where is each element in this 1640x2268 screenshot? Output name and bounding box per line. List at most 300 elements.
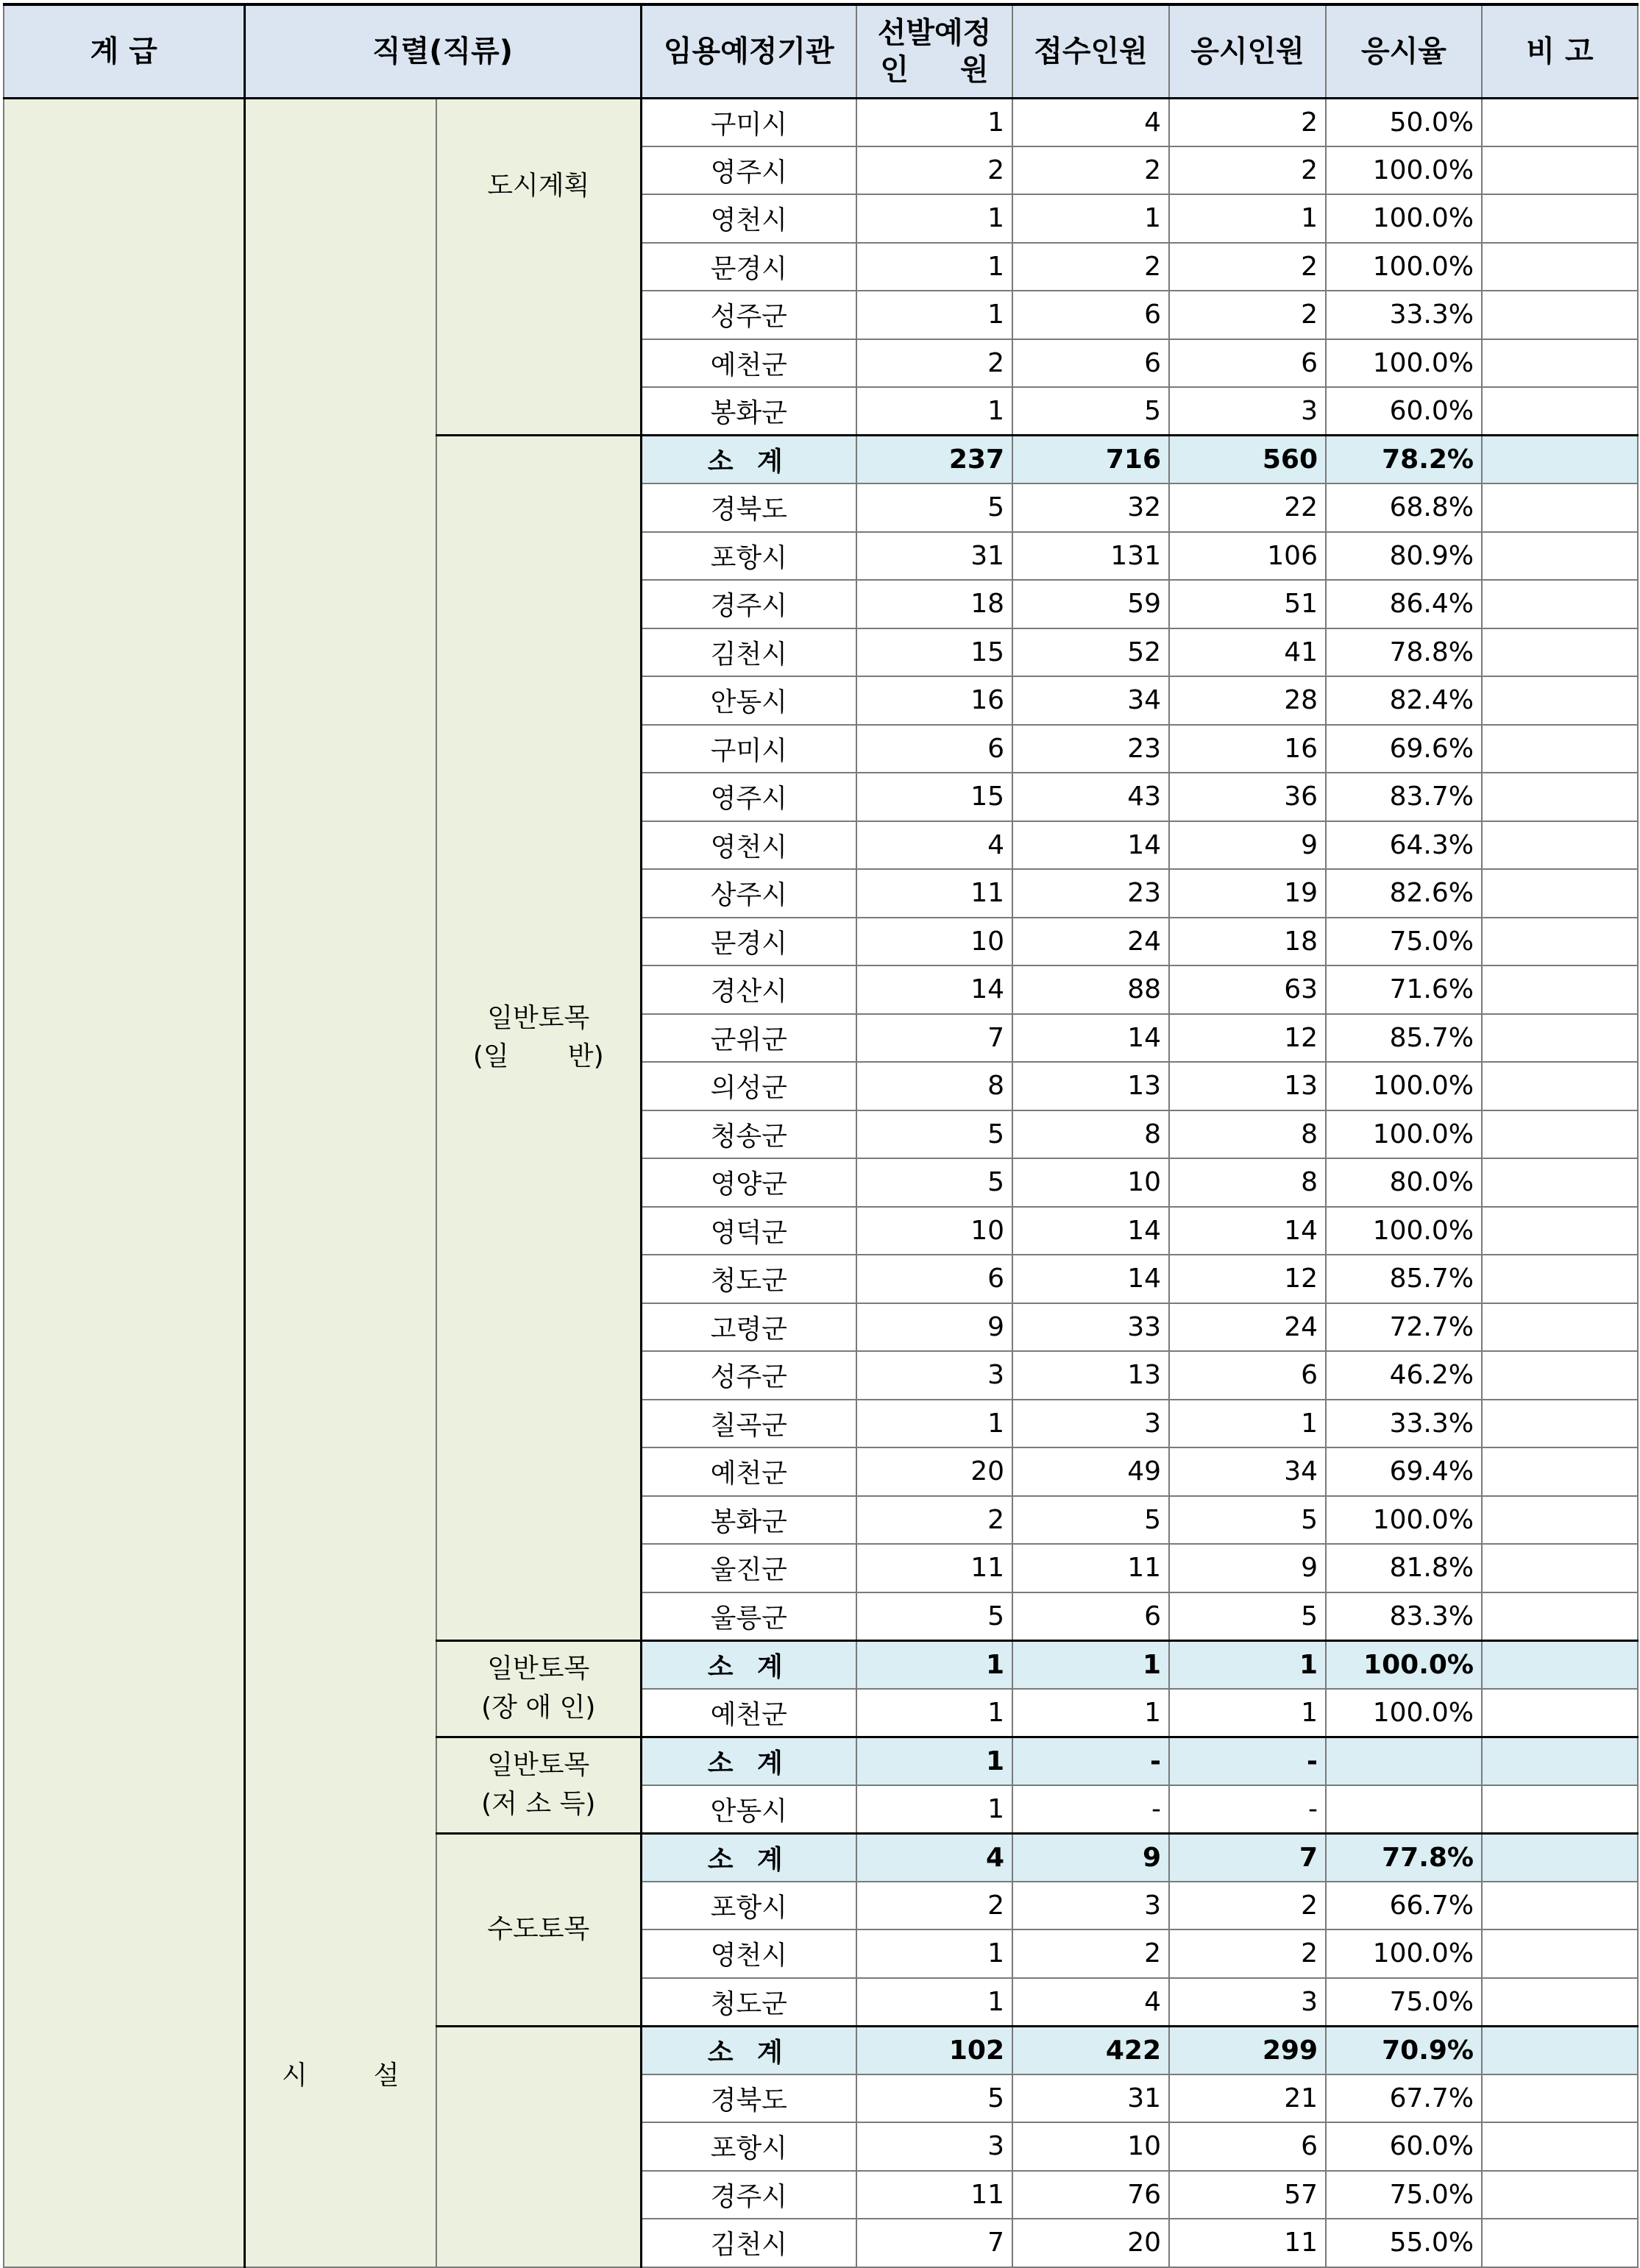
planned-cell: 3 <box>856 1351 1012 1400</box>
applied-cell: 13 <box>1012 1062 1169 1110</box>
rate-cell: 50.0% <box>1326 98 1482 146</box>
rate-cell: 82.4% <box>1326 676 1482 725</box>
note-cell <box>1482 628 1638 677</box>
note-cell <box>1482 1689 1638 1737</box>
planned-cell: 1 <box>856 98 1012 146</box>
rate-cell: 67.7% <box>1326 2074 1482 2123</box>
org-cell: 울진군 <box>641 1544 856 1592</box>
planned-cell: 11 <box>856 1544 1012 1592</box>
note-cell <box>1482 387 1638 436</box>
org-cell: 영양군 <box>641 1158 856 1207</box>
applied-cell: 31 <box>1012 2074 1169 2123</box>
org-cell: 성주군 <box>641 1351 856 1400</box>
applied-cell: 76 <box>1012 2171 1169 2219</box>
subseries-name: 일반토목 <box>487 1654 590 1684</box>
planned-cell: 2 <box>856 146 1012 195</box>
attended-cell: 1 <box>1169 1689 1326 1737</box>
org-cell: 봉화군 <box>641 387 856 436</box>
attended-cell: 106 <box>1169 532 1326 581</box>
applied-cell: 4 <box>1012 1978 1169 2027</box>
rate-cell: 66.7% <box>1326 1882 1482 1930</box>
note-cell <box>1482 1255 1638 1303</box>
rate-cell: 71.6% <box>1326 965 1482 1014</box>
rate-cell: 100.0% <box>1326 1929 1482 1978</box>
note-cell <box>1482 532 1638 581</box>
attended-cell: 9 <box>1169 1544 1326 1592</box>
note-cell <box>1482 1592 1638 1641</box>
rate-cell: 33.3% <box>1326 1400 1482 1448</box>
attended-cell: 21 <box>1169 2074 1326 2123</box>
header-planned-line2 <box>857 52 1012 88</box>
attended-cell: 2 <box>1169 243 1326 291</box>
applied-cell: - <box>1012 1785 1169 1834</box>
attended-cell: 5 <box>1169 1496 1326 1545</box>
org-cell: 영천시 <box>641 821 856 870</box>
org-cell: 안동시 <box>641 676 856 725</box>
applied-cell: 131 <box>1012 532 1169 581</box>
attended-cell: 18 <box>1169 918 1326 966</box>
applied-cell: 2 <box>1012 243 1169 291</box>
note-cell <box>1482 291 1638 339</box>
planned-cell: 10 <box>856 1207 1012 1255</box>
org-cell: 청도군 <box>641 1255 856 1303</box>
attended-cell: 1 <box>1169 1640 1326 1689</box>
rate-cell: 70.9% <box>1326 2026 1482 2074</box>
applied-cell: 6 <box>1012 1592 1169 1641</box>
rate-cell <box>1326 1737 1482 1785</box>
note-cell <box>1482 339 1638 388</box>
series-cell <box>244 98 436 2267</box>
rate-cell: 81.8% <box>1326 1544 1482 1592</box>
org-cell: 예천군 <box>641 1447 856 1496</box>
applied-cell: 5 <box>1012 387 1169 436</box>
rate-cell: 85.7% <box>1326 1255 1482 1303</box>
attended-cell: 22 <box>1169 483 1326 532</box>
org-cell: 김천시 <box>641 628 856 677</box>
org-cell: 경산시 <box>641 965 856 1014</box>
note-cell <box>1482 2219 1638 2267</box>
attended-cell: - <box>1169 1737 1326 1785</box>
org-cell: 소 계 <box>641 1737 856 1785</box>
note-cell <box>1482 194 1638 243</box>
org-cell: 칠곡군 <box>641 1400 856 1448</box>
rate-cell: 75.0% <box>1326 918 1482 966</box>
planned-cell: 15 <box>856 628 1012 677</box>
series-label <box>246 2057 436 2095</box>
note-cell <box>1482 773 1638 821</box>
rate-cell: 100.0% <box>1326 1062 1482 1110</box>
planned-cell: 31 <box>856 532 1012 581</box>
planned-cell: 3 <box>856 2122 1012 2171</box>
note-cell <box>1482 1207 1638 1255</box>
planned-cell: 102 <box>856 2026 1012 2074</box>
attended-cell: 2 <box>1169 98 1326 146</box>
attended-cell: 9 <box>1169 821 1326 870</box>
rate-cell: 64.3% <box>1326 821 1482 870</box>
applied-cell: 52 <box>1012 628 1169 677</box>
attended-cell: 6 <box>1169 2122 1326 2171</box>
note-cell <box>1482 1110 1638 1159</box>
rate-cell: 100.0% <box>1326 1110 1482 1159</box>
note-cell <box>1482 2171 1638 2219</box>
note-cell <box>1482 1062 1638 1110</box>
applied-cell: 32 <box>1012 483 1169 532</box>
org-cell: 소 계 <box>641 436 856 484</box>
header-note: 비 고 <box>1482 4 1638 98</box>
rate-cell <box>1326 1785 1482 1834</box>
rate-cell: 100.0% <box>1326 1640 1482 1689</box>
attended-cell: 57 <box>1169 2171 1326 2219</box>
header-planned-line2-a: 인 <box>880 52 909 87</box>
rate-cell: 100.0% <box>1326 146 1482 195</box>
note-cell <box>1482 146 1638 195</box>
rate-cell: 72.7% <box>1326 1303 1482 1352</box>
org-cell: 포항시 <box>641 532 856 581</box>
planned-cell: 1 <box>856 194 1012 243</box>
attended-cell: 1 <box>1169 194 1326 243</box>
table-row <box>4 98 1638 146</box>
header-series: 직렬(직류) <box>244 4 641 98</box>
rate-cell: 100.0% <box>1326 1207 1482 1255</box>
org-cell: 경북도 <box>641 483 856 532</box>
attended-cell: 5 <box>1169 1592 1326 1641</box>
attended-cell: 19 <box>1169 869 1326 918</box>
planned-cell: 4 <box>856 1833 1012 1882</box>
attended-cell: 14 <box>1169 1207 1326 1255</box>
org-cell: 포항시 <box>641 1882 856 1930</box>
planned-cell: 2 <box>856 339 1012 388</box>
subseries-name: 일반토목 <box>487 1750 590 1781</box>
planned-cell: 16 <box>856 676 1012 725</box>
planned-cell: 7 <box>856 1014 1012 1063</box>
note-cell <box>1482 725 1638 773</box>
attended-cell: 63 <box>1169 965 1326 1014</box>
subseries-qualifier: (일 반) <box>472 1041 604 1072</box>
note-cell <box>1482 676 1638 725</box>
note-cell <box>1482 1496 1638 1545</box>
planned-cell: 1 <box>856 1689 1012 1737</box>
rate-cell: 78.2% <box>1326 436 1482 484</box>
org-cell: 영덕군 <box>641 1207 856 1255</box>
applied-cell: 2 <box>1012 1929 1169 1978</box>
table-body <box>4 98 1638 2267</box>
rate-cell: 85.7% <box>1326 1014 1482 1063</box>
attended-cell: 51 <box>1169 580 1326 628</box>
org-cell: 구미시 <box>641 98 856 146</box>
note-cell <box>1482 1351 1638 1400</box>
planned-cell: 5 <box>856 1110 1012 1159</box>
note-cell <box>1482 1882 1638 1930</box>
planned-cell: 9 <box>856 1303 1012 1352</box>
rate-cell: 46.2% <box>1326 1351 1482 1400</box>
applied-cell: 2 <box>1012 146 1169 195</box>
org-cell: 봉화군 <box>641 1496 856 1545</box>
org-cell: 군위군 <box>641 1014 856 1063</box>
attended-cell: 6 <box>1169 1351 1326 1400</box>
attended-cell: 299 <box>1169 2026 1326 2074</box>
planned-cell: 18 <box>856 580 1012 628</box>
planned-cell: 2 <box>856 1882 1012 1930</box>
subseries-name: 도시계획 <box>487 170 590 201</box>
note-cell <box>1482 2122 1638 2171</box>
planned-cell: 1 <box>856 291 1012 339</box>
rate-cell: 100.0% <box>1326 243 1482 291</box>
planned-cell: 7 <box>856 2219 1012 2267</box>
note-cell <box>1482 821 1638 870</box>
rate-cell: 77.8% <box>1326 1833 1482 1882</box>
header-planned-line2-b: 원 <box>960 52 989 87</box>
rate-cell: 80.9% <box>1326 532 1482 581</box>
org-cell: 청도군 <box>641 1978 856 2027</box>
note-cell <box>1482 965 1638 1014</box>
applied-cell: 3 <box>1012 1400 1169 1448</box>
applied-cell: 8 <box>1012 1110 1169 1159</box>
org-cell: 문경시 <box>641 918 856 966</box>
subseries-name: 일반토목 <box>487 1003 590 1034</box>
org-cell: 영천시 <box>641 194 856 243</box>
applied-cell: 1 <box>1012 1689 1169 1737</box>
org-cell: 구미시 <box>641 725 856 773</box>
rate-cell: 100.0% <box>1326 1496 1482 1545</box>
note-cell <box>1482 918 1638 966</box>
org-cell: 문경시 <box>641 243 856 291</box>
note-cell <box>1482 1014 1638 1063</box>
applied-cell: 6 <box>1012 339 1169 388</box>
planned-cell: 1 <box>856 1400 1012 1448</box>
planned-cell: 20 <box>856 1447 1012 1496</box>
applied-cell: 88 <box>1012 965 1169 1014</box>
series-label-b: 설 <box>373 2060 400 2091</box>
rate-cell: 33.3% <box>1326 291 1482 339</box>
attended-cell: - <box>1169 1785 1326 1834</box>
org-cell: 영주시 <box>641 146 856 195</box>
note-cell <box>1482 1158 1638 1207</box>
attended-cell: 8 <box>1169 1110 1326 1159</box>
rate-cell: 82.6% <box>1326 869 1482 918</box>
applicant-table <box>3 3 1639 2268</box>
attended-cell: 34 <box>1169 1447 1326 1496</box>
attended-cell: 560 <box>1169 436 1326 484</box>
subseries-cell <box>436 1833 641 2026</box>
header-planned-line1: 선발예정 <box>877 15 992 50</box>
attended-cell: 6 <box>1169 339 1326 388</box>
applied-cell: 6 <box>1012 291 1169 339</box>
planned-cell: 1 <box>856 243 1012 291</box>
planned-cell: 6 <box>856 1255 1012 1303</box>
planned-cell: 15 <box>856 773 1012 821</box>
org-cell: 김천시 <box>641 2219 856 2267</box>
applied-cell: 10 <box>1012 1158 1169 1207</box>
rate-cell: 86.4% <box>1326 580 1482 628</box>
applied-cell: - <box>1012 1737 1169 1785</box>
applied-cell: 33 <box>1012 1303 1169 1352</box>
rate-cell: 69.6% <box>1326 725 1482 773</box>
org-cell: 경북도 <box>641 2074 856 2123</box>
planned-cell: 4 <box>856 821 1012 870</box>
note-cell <box>1482 436 1638 484</box>
subseries-name: 수도토목 <box>487 1913 590 1944</box>
applied-cell: 716 <box>1012 436 1169 484</box>
planned-cell: 1 <box>856 1929 1012 1978</box>
subseries-qualifier: (장 애 인) <box>481 1692 596 1723</box>
series-label-a: 시 <box>281 2060 308 2091</box>
header-attended: 응시인원 <box>1169 4 1326 98</box>
planned-cell: 5 <box>856 1158 1012 1207</box>
planned-cell: 11 <box>856 2171 1012 2219</box>
org-cell: 소 계 <box>641 1833 856 1882</box>
note-cell <box>1482 1929 1638 1978</box>
attended-cell: 2 <box>1169 146 1326 195</box>
applied-cell: 1 <box>1012 194 1169 243</box>
planned-cell: 2 <box>856 1496 1012 1545</box>
planned-cell: 6 <box>856 725 1012 773</box>
rate-cell: 55.0% <box>1326 2219 1482 2267</box>
applied-cell: 9 <box>1012 1833 1169 1882</box>
applied-cell: 14 <box>1012 1207 1169 1255</box>
attended-cell: 2 <box>1169 1929 1326 1978</box>
applied-cell: 49 <box>1012 1447 1169 1496</box>
rate-cell: 60.0% <box>1326 387 1482 436</box>
applied-cell: 43 <box>1012 773 1169 821</box>
applied-cell: 14 <box>1012 1014 1169 1063</box>
subseries-cell <box>436 436 641 1641</box>
org-cell: 예천군 <box>641 1689 856 1737</box>
attended-cell: 8 <box>1169 1158 1326 1207</box>
note-cell <box>1482 1978 1638 2027</box>
attended-cell: 13 <box>1169 1062 1326 1110</box>
attended-cell: 3 <box>1169 1978 1326 2027</box>
planned-cell: 1 <box>856 1737 1012 1785</box>
planned-cell: 10 <box>856 918 1012 966</box>
planned-cell: 11 <box>856 869 1012 918</box>
applied-cell: 3 <box>1012 1882 1169 1930</box>
org-cell: 경주시 <box>641 2171 856 2219</box>
planned-cell: 1 <box>856 387 1012 436</box>
applied-cell: 23 <box>1012 869 1169 918</box>
attended-cell: 12 <box>1169 1014 1326 1063</box>
org-cell: 경주시 <box>641 580 856 628</box>
attended-cell: 3 <box>1169 387 1326 436</box>
attended-cell: 36 <box>1169 773 1326 821</box>
rate-cell: 75.0% <box>1326 2171 1482 2219</box>
planned-cell: 1 <box>856 1640 1012 1689</box>
note-cell <box>1482 2026 1638 2074</box>
note-cell <box>1482 1544 1638 1592</box>
rate-cell: 69.4% <box>1326 1447 1482 1496</box>
org-cell: 울릉군 <box>641 1592 856 1641</box>
planned-cell: 1 <box>856 1785 1012 1834</box>
subseries-cell <box>436 98 641 436</box>
org-cell: 영주시 <box>641 773 856 821</box>
rate-cell: 100.0% <box>1326 194 1482 243</box>
header-row <box>4 4 1638 98</box>
planned-cell: 8 <box>856 1062 1012 1110</box>
org-cell: 상주시 <box>641 869 856 918</box>
applied-cell: 5 <box>1012 1496 1169 1545</box>
subseries-cell <box>436 2026 641 2267</box>
grade-cell <box>4 98 244 2267</box>
planned-cell: 14 <box>856 965 1012 1014</box>
org-cell: 청송군 <box>641 1110 856 1159</box>
note-cell <box>1482 483 1638 532</box>
applied-cell: 14 <box>1012 821 1169 870</box>
applied-cell: 24 <box>1012 918 1169 966</box>
org-cell: 안동시 <box>641 1785 856 1834</box>
header-applied: 접수인원 <box>1012 4 1169 98</box>
org-cell: 고령군 <box>641 1303 856 1352</box>
subseries-cell <box>436 1737 641 1833</box>
applied-cell: 11 <box>1012 1544 1169 1592</box>
planned-cell: 5 <box>856 1592 1012 1641</box>
note-cell <box>1482 1785 1638 1834</box>
note-cell <box>1482 1737 1638 1785</box>
note-cell <box>1482 1400 1638 1448</box>
applied-cell: 34 <box>1012 676 1169 725</box>
rate-cell: 75.0% <box>1326 1978 1482 2027</box>
header-org: 임용예정기관 <box>641 4 856 98</box>
applied-cell: 14 <box>1012 1255 1169 1303</box>
note-cell <box>1482 1640 1638 1689</box>
attended-cell: 11 <box>1169 2219 1326 2267</box>
org-cell: 영천시 <box>641 1929 856 1978</box>
rate-cell: 100.0% <box>1326 339 1482 388</box>
rate-cell: 83.7% <box>1326 773 1482 821</box>
attended-cell: 12 <box>1169 1255 1326 1303</box>
attended-cell: 7 <box>1169 1833 1326 1882</box>
rate-cell: 80.0% <box>1326 1158 1482 1207</box>
attended-cell: 2 <box>1169 1882 1326 1930</box>
note-cell <box>1482 1447 1638 1496</box>
rate-cell: 100.0% <box>1326 1689 1482 1737</box>
applied-cell: 13 <box>1012 1351 1169 1400</box>
attended-cell: 24 <box>1169 1303 1326 1352</box>
planned-cell: 1 <box>856 1978 1012 2027</box>
applied-cell: 422 <box>1012 2026 1169 2074</box>
note-cell <box>1482 869 1638 918</box>
applied-cell: 59 <box>1012 580 1169 628</box>
note-cell <box>1482 580 1638 628</box>
applied-cell: 20 <box>1012 2219 1169 2267</box>
rate-cell: 83.3% <box>1326 1592 1482 1641</box>
header-planned <box>856 4 1012 98</box>
applied-cell: 23 <box>1012 725 1169 773</box>
attended-cell: 16 <box>1169 725 1326 773</box>
note-cell <box>1482 1833 1638 1882</box>
note-cell <box>1482 2074 1638 2123</box>
header-rate: 응시율 <box>1326 4 1482 98</box>
planned-cell: 5 <box>856 483 1012 532</box>
subseries-cell <box>436 1640 641 1737</box>
attended-cell: 41 <box>1169 628 1326 677</box>
rate-cell: 78.8% <box>1326 628 1482 677</box>
note-cell <box>1482 1303 1638 1352</box>
org-cell: 성주군 <box>641 291 856 339</box>
applied-cell: 1 <box>1012 1640 1169 1689</box>
org-cell: 포항시 <box>641 2122 856 2171</box>
attended-cell: 2 <box>1169 291 1326 339</box>
subseries-qualifier: (저 소 득) <box>481 1788 596 1819</box>
applied-cell: 10 <box>1012 2122 1169 2171</box>
org-cell: 소 계 <box>641 1640 856 1689</box>
rate-cell: 68.8% <box>1326 483 1482 532</box>
org-cell: 예천군 <box>641 339 856 388</box>
attended-cell: 28 <box>1169 676 1326 725</box>
org-cell: 의성군 <box>641 1062 856 1110</box>
note-cell <box>1482 98 1638 146</box>
note-cell <box>1482 243 1638 291</box>
org-cell: 소 계 <box>641 2026 856 2074</box>
rate-cell: 60.0% <box>1326 2122 1482 2171</box>
